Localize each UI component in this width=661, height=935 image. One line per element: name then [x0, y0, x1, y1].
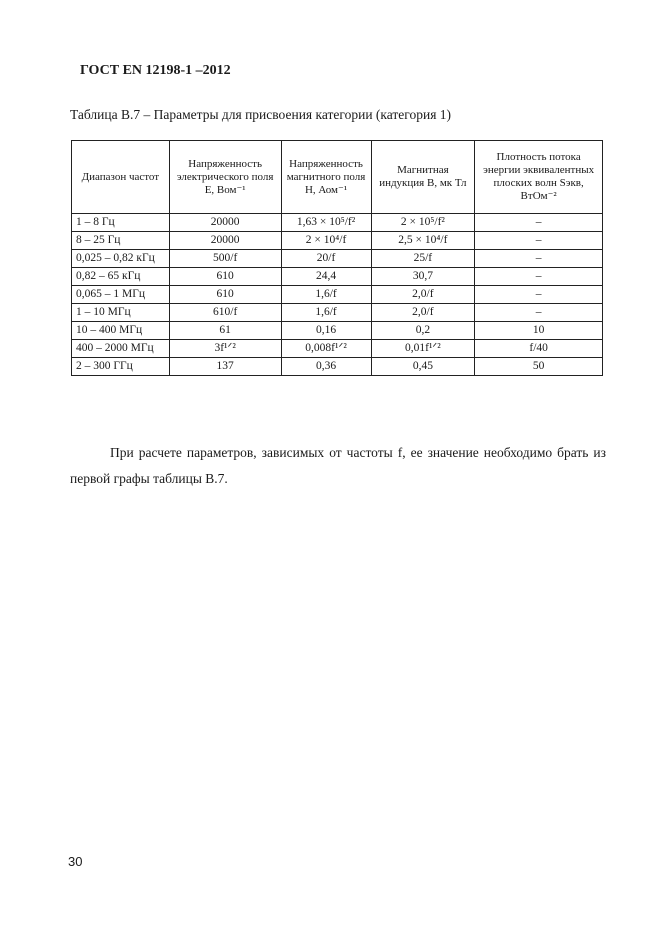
column-header-frequency-range: Диапазон частот [72, 141, 170, 214]
table-cell: 10 [475, 322, 603, 340]
table-cell: 25/f [371, 250, 475, 268]
table-cell: 3f¹ᐟ² [169, 340, 281, 358]
table-cell: 20000 [169, 214, 281, 232]
table-row [72, 322, 603, 340]
table-cell: 20000 [169, 232, 281, 250]
table-cell: 2 – 300 ГГц [72, 358, 170, 376]
table-cell: 2,5 × 10⁴/f [371, 232, 475, 250]
table-cell: 61 [169, 322, 281, 340]
table-row [72, 286, 603, 304]
body-paragraph: При расчете параметров, зависимых от частоты f, ее значение необходимо брать из первой графы таблицы В.7. [70, 445, 606, 486]
table-cell: 610 [169, 286, 281, 304]
column-header-magnetic-induction: Магнитная индукция B, мк Тл [371, 141, 475, 214]
table-cell: 1 – 8 Гц [72, 214, 170, 232]
table-row [72, 340, 603, 358]
table-cell: 610 [169, 268, 281, 286]
table-cell: 400 – 2000 МГц [72, 340, 170, 358]
table-cell: 20/f [281, 250, 371, 268]
table-cell: 0,008f¹ᐟ² [281, 340, 371, 358]
table-cell: 0,45 [371, 358, 475, 376]
table-caption: Таблица В.7 – Параметры для присвоения категории (категория 1) [70, 107, 452, 122]
table-cell: – [475, 304, 603, 322]
page-number: 30 [68, 854, 83, 869]
table-cell: 500/f [169, 250, 281, 268]
table-cell: 24,4 [281, 268, 371, 286]
table-cell: 1,63 × 10⁵/f² [281, 214, 371, 232]
table-cell: 2 × 10⁴/f [281, 232, 371, 250]
table-cell: – [475, 286, 603, 304]
document-header: ГОСТ EN 12198-1 –2012 [80, 63, 231, 78]
table-row [72, 358, 603, 376]
table-cell: 0,82 – 65 кГц [72, 268, 170, 286]
table-cell: – [475, 232, 603, 250]
table-cell: 2 × 10⁵/f² [371, 214, 475, 232]
table-row [72, 268, 603, 286]
column-header-electric-field: Напряженность электрического поля E, Вом⁻¹ [169, 141, 281, 214]
table-cell: – [475, 268, 603, 286]
table-cell: f/40 [475, 340, 603, 358]
table-cell: 1 – 10 МГц [72, 304, 170, 322]
column-header-magnetic-field: Напряженность магнитного поля H, Аом⁻¹ [281, 141, 371, 214]
table-row [72, 214, 603, 232]
table-cell: 610/f [169, 304, 281, 322]
table-row [72, 250, 603, 268]
table-row [72, 232, 603, 250]
table-cell: 0,36 [281, 358, 371, 376]
parameters-table [71, 140, 603, 376]
table-cell: 1,6/f [281, 286, 371, 304]
table-cell: 8 – 25 Гц [72, 232, 170, 250]
table-cell: – [475, 214, 603, 232]
table-row [72, 304, 603, 322]
table-cell: 0,16 [281, 322, 371, 340]
table-cell: 0,025 – 0,82 кГц [72, 250, 170, 268]
table-cell: – [475, 250, 603, 268]
table-header-row [72, 141, 603, 214]
table-cell: 1,6/f [281, 304, 371, 322]
column-header-power-density: Плотность потока энергии эквивалентных плоских волн Sэкв, ВтОм⁻² [475, 141, 603, 214]
table-cell: 10 – 400 МГц [72, 322, 170, 340]
table-cell: 30,7 [371, 268, 475, 286]
table-cell: 2,0/f [371, 286, 475, 304]
table-cell: 0,01f¹ᐟ² [371, 340, 475, 358]
table-cell: 2,0/f [371, 304, 475, 322]
table-cell: 0,2 [371, 322, 475, 340]
table-cell: 0,065 – 1 МГц [72, 286, 170, 304]
table-cell: 50 [475, 358, 603, 376]
table-cell: 137 [169, 358, 281, 376]
